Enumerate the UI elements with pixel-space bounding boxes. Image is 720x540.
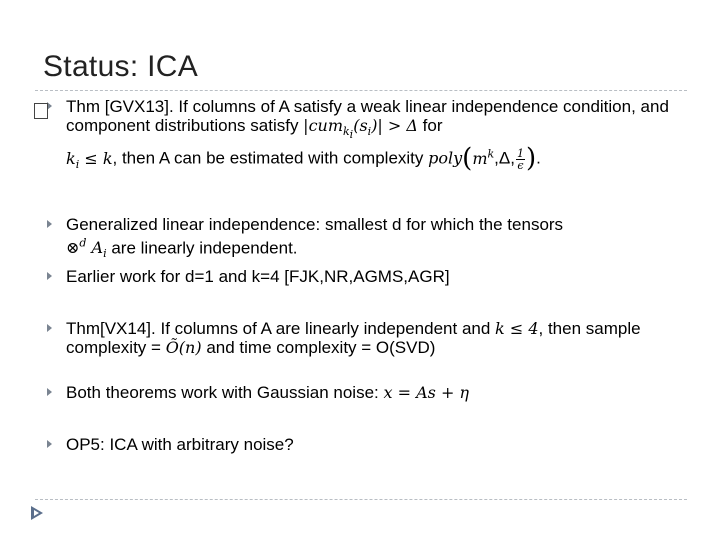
bullet-gaussian-noise [47, 383, 677, 402]
triangle-bullet-icon [47, 388, 52, 396]
box-glyph-icon [34, 103, 48, 119]
math-k-le-4: k ≤ 4 [495, 319, 539, 339]
bullet-text: Thm[VX14]. If columns of A are linearly independent and [66, 319, 496, 339]
bullet-list [47, 97, 677, 454]
bullet-open-problem [47, 435, 677, 454]
bullet-theorem-vx14 [47, 319, 677, 357]
open-paren: ( [462, 143, 473, 174]
bullet-text: Earlier work for d=1 and k=4 [FJK,NR,AGMS,AGR] [66, 267, 450, 287]
bullet-text: for [417, 116, 443, 135]
next-slide-arrow-icon[interactable] [28, 504, 46, 522]
bullet-text: Thm [GVX13]. If columns of A satisfy a weak linear independence condition, and component distributions satisfy [66, 97, 669, 135]
math-cumulant: $|cum_{k_i}(s_i)| > \Delta$ [303, 116, 418, 142]
math-noise-model: x = As + η [383, 383, 470, 403]
math-soft-o: Õ(n) [165, 338, 202, 358]
bullet-generalized-independence [47, 215, 677, 264]
slide-title: Status: ICA [43, 50, 199, 83]
bullet-text: , then sample complexity = [66, 319, 641, 358]
bullet-text: OP5: ICA with arbitrary noise? [66, 435, 294, 455]
bullet-text: Both theorems work with Gaussian noise: [66, 383, 384, 403]
close-paren: ) [525, 143, 537, 174]
math-ki: $k_i \le k$ [66, 148, 113, 171]
triangle-bullet-icon [47, 440, 52, 448]
bottom-divider [35, 499, 687, 500]
bullet-text: Generalized linear independence: smallest d for which the tensors [66, 214, 564, 234]
math-fraction: $\frac{1}{\epsilon}$ [516, 146, 524, 172]
bullet-theorem-gvx13: Thm [GVX13]. If columns of A satisfy a weak linear independence condition, and component distributions satisfy $|cum_{k_i}(s_i)| > \Delta$ for $k_i \le k$, then A can be estimated with complexity $poly(m^k,\Delta$, $\frac{1}{\epsilon}$ ). [47, 97, 677, 174]
math-delta: ,Δ, [494, 148, 515, 168]
bullet-text: and time complexity = O(SVD) [201, 338, 436, 358]
bullet-text: , then A can be estimated with complexity [112, 148, 429, 168]
math-tensor: ⊗$^d$ $A_i$ [66, 236, 107, 261]
bullet-earlier-work [47, 267, 677, 286]
top-divider [35, 90, 687, 91]
triangle-bullet-icon [47, 220, 52, 228]
triangle-bullet-icon [47, 272, 52, 280]
triangle-bullet-icon [47, 324, 52, 332]
bullet-text: are linearly independent. [106, 238, 298, 258]
math-poly: poly [428, 148, 463, 168]
